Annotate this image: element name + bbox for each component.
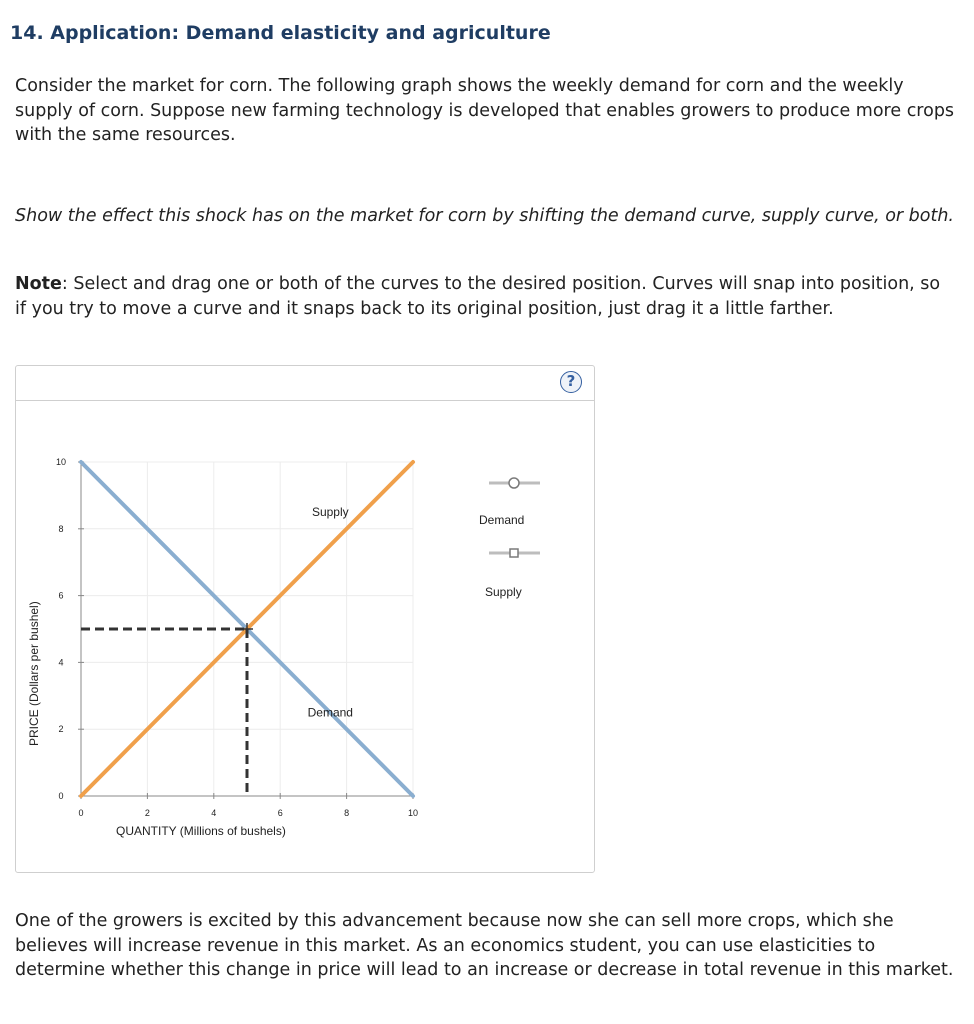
question-title: 14. Application: Demand elasticity and agriculture: [10, 22, 551, 44]
legend-supply-label: Supply: [485, 585, 522, 599]
legend-demand-circle-icon: [509, 478, 519, 488]
x-tick-label-2: 4: [211, 808, 217, 818]
note-text: : Select and drag one or both of the curves to the desired position. Curves will snap into position, so if you try to move a curve and it snaps back to its original position, just drag it a little farther.: [15, 274, 941, 319]
legend-supply-square-icon: [510, 549, 518, 557]
y-tick-label-1: 2: [58, 724, 64, 735]
y-tick-label-0: 0: [58, 791, 64, 801]
x-tick-label-0: 0: [78, 808, 84, 818]
note-label: Note: [15, 274, 62, 294]
x-axis-label: QUANTITY (Millions of bushels): [116, 824, 286, 838]
supply-demand-graph: [16, 366, 594, 872]
x-tick-label-5: 10: [407, 808, 419, 818]
demand-curve-label: Demand: [307, 705, 353, 720]
x-tick-label-1: 2: [144, 808, 150, 818]
legend-demand-tool[interactable]: [489, 478, 540, 488]
legend-demand-label: Demand: [479, 513, 525, 527]
x-tick-label-3: 6: [277, 808, 283, 818]
x-tick-label-4: 8: [344, 808, 350, 818]
y-tick-label-3: 6: [58, 590, 64, 601]
supply-curve-label: Supply: [311, 505, 349, 520]
intro-paragraph: Consider the market for corn. The following graph shows the weekly demand for corn and the weekly supply of corn. Suppose new farming technology is developed that enables growers to produce more crops with the same resources.: [15, 76, 955, 145]
y-tick-label-2: 4: [58, 657, 64, 668]
y-tick-label-4: 8: [58, 523, 64, 534]
legend-supply-tool[interactable]: [489, 549, 540, 557]
note-paragraph: [15, 272, 955, 321]
graph-widget: [15, 365, 595, 873]
followup-paragraph: One of the growers is excited by this advancement because now she can sell more crops, which she believes will increase revenue in this market. As an economics student, you can use elasticities to determine whether this change in price will lead to an increase or decrease in total revenue in this market.: [15, 911, 954, 980]
y-tick-label-5: 10: [55, 457, 67, 467]
y-axis-label: PRICE (Dollars per bushel): [27, 601, 41, 746]
help-icon[interactable]: ?: [560, 371, 582, 393]
instruction-paragraph: Show the effect this shock has on the market for corn by shifting the demand curve, supply curve, or both.: [15, 206, 954, 226]
